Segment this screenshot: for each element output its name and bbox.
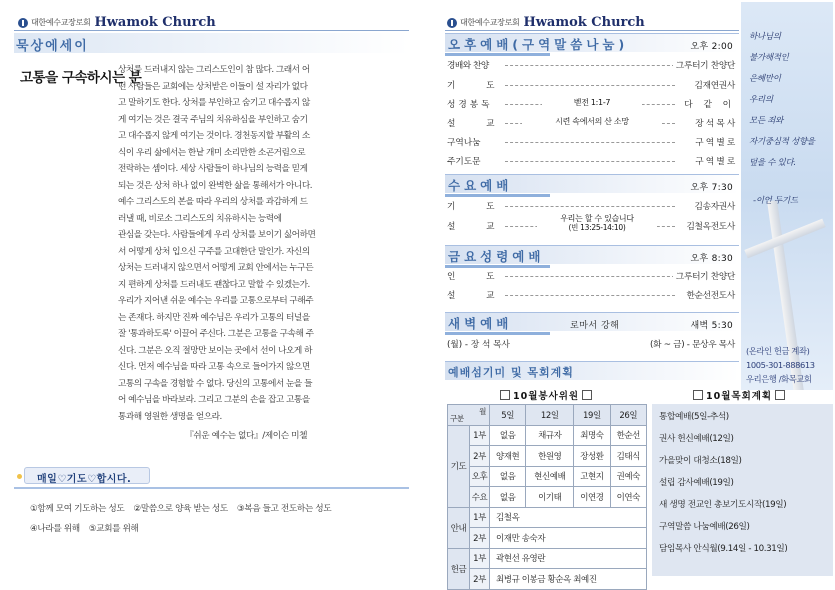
table-row [448,425,647,446]
service-row [447,79,737,93]
table-row [448,528,647,549]
meditation-heading: 고통을 구속하시는 분 [20,70,142,86]
row-label: 설 교 [447,222,509,232]
row-person: 다 같 이 [681,98,735,110]
group-label-offering: 헌금 [448,548,470,589]
right-page-header [447,12,645,31]
table-row [448,569,647,590]
table-header-row [448,405,647,426]
section-underline [445,332,550,335]
header-divider [14,30,409,31]
church-logo-icon [447,18,457,28]
schedule-item: 담임목사 안식월(9.14일 - 10.31일) [659,544,788,554]
service-label: 1부 [470,548,490,569]
meditation-line: 고 말하기도 한다. 상처를 부인하고 숨기고 대수롭지 않 [118,98,310,108]
schedule-item: 권사 헌신예배(12일) [659,434,734,444]
poem-line: 우리의 [749,95,773,105]
meditation-line: 우리가 지어낸 쉬운 예수는 우리를 고통으로부터 구해주 [118,296,314,306]
table-row [448,466,647,487]
schedule-item: 새 생명 전교인 총보기도시작(19일) [659,500,787,510]
poem-line: 하나님의 [749,32,781,42]
row-label: 설 교 [447,291,509,301]
volunteer-table [447,404,647,590]
friday-service-title: 금요성령예배 [448,249,545,264]
poem-line: 자기중심적 성향을 [749,137,815,147]
table-cell: 김철옥 [490,507,647,528]
cross-image-horizontal [744,219,825,259]
meditation-body [118,62,392,425]
service-label: 2부 [470,528,490,549]
meditation-line: 통과해 영원한 생명을 얻으라. [118,411,222,422]
friday-service-time: 오후 8:30 [690,254,733,264]
schedule-title: 10월목회계획 [690,388,788,402]
week-header: 5일 [490,405,526,426]
table-cell: 이연숙 [610,487,646,508]
leader-dots [505,295,675,296]
dawn-service-time: 새벽 5:30 [690,321,733,331]
meditation-line: 게 여기는 것은 결국 주님의 치유하심을 부인하고 숨기 [118,114,308,125]
leader-dots [505,276,675,277]
header-corner-month: 월 [479,407,486,416]
meditation-line: 신다. 그분은 오직 절망만 보이는 곳에서 선이 나오게 하 [118,345,312,356]
prayer-list-row [30,522,147,534]
prayer-item: ③복음 들고 전도하는 성도 [236,504,332,514]
leader-dots [505,65,675,66]
table-cell: 고현지 [574,466,610,487]
group-label-prayer: 기도 [448,425,470,507]
prayer-item: ⑤교회를 위해 [88,524,139,534]
meditation-title-bar [14,33,409,53]
table-row [448,548,647,569]
dawn-leader-monday: (월) - 장 석 목사 [447,340,510,350]
table-cell: 없음 [490,466,526,487]
row-person: 구 역 별 로 [692,136,735,148]
daily-prayer-badge: 매일♡기도♡합시다. [24,467,150,484]
wednesday-service-bar [445,174,739,193]
poem-line: 은혜만이 [749,74,781,84]
header-corner [448,405,490,426]
wednesday-service-time: 오후 7:30 [690,183,733,193]
bank-account-label: (온라인 헌금 계좌) [746,346,810,356]
table-cell: 이재만 송숙자 [490,528,647,549]
scripture-reference: (빈 13:25-14:10) [568,223,626,232]
bank-account-name: 우리은행 /화목교회 [746,374,812,384]
service-row [447,59,737,73]
service-row [447,136,737,150]
service-label: 1부 [470,507,490,528]
table-cell: 이기태 [526,487,574,508]
table-row [448,487,647,508]
meditation-line: 떤 사람들은 교회에는 상처받은 이들이 설 자리가 없다 [118,81,308,92]
dawn-service-book: 로마서 강해 [570,321,620,331]
row-person: 구 역 별 로 [692,155,735,167]
service-label: 2부 [470,569,490,590]
leader-dots [505,206,675,207]
row-person: 그루터기 찬양단 [673,59,735,71]
brand-english: Hwamok Church [523,15,645,30]
schedule-item: 설립 감사예배(19일) [659,478,734,488]
table-row [448,446,647,467]
service-row [447,117,737,131]
service-row [447,155,737,169]
header-corner-category: 구분 [450,413,464,423]
sermon-title: 우리는 할 수 있습니다 [560,214,634,223]
meditation-line: 고 대수롭지 않게 여기는 것이다. 경천동지할 부활의 소 [118,131,310,141]
header-divider [445,30,739,31]
row-person: 장 석 목 사 [692,117,735,129]
meditation-line: 신다. 먼저 예수님을 따라 고통 속으로 들어가지 않으면 [118,362,310,372]
table-row [448,507,647,528]
left-page-header [18,12,216,28]
meditation-line: 상처를 드러내지 않는 그리스도인이 참 많다. 그래서 어 [118,65,310,75]
meditation-line: 관심을 갖는다. 사람들에게 우리 상처를 보이기 싫어하면 [118,230,316,240]
table-cell: 한순선 [610,425,646,446]
meditation-line: 는 존재다. 하지만 진짜 예수님은 우리가 고통의 터널을 [118,312,310,323]
prayer-list-row [30,502,340,514]
table-cell: 현신예배 [526,466,574,487]
scripture-reference: 벧전 1:1-7 [542,98,642,107]
week-header: 12일 [526,405,574,426]
week-header: 26일 [610,405,646,426]
service-row [447,270,737,284]
meditation-line: 서 어떻게 상처 입으신 구주를 고대한단 말인가. 자신의 [118,246,310,257]
table-cell: 양재현 [490,446,526,467]
row-label: 경배와 찬양 [447,61,489,71]
sermon-title: 시련 속에서의 산 소망 [522,117,662,126]
afternoon-service-bar [445,33,739,52]
service-label: 1부 [470,425,490,446]
church-logo-icon [18,18,28,28]
dawn-leader-weekdays: (화 ~ 금) - 문상우 목사 [647,338,735,350]
brand-korean: 대한예수교장로회 [31,18,91,27]
meditation-line: 지 편하게 상처를 드러내도 괜찮다고 말할 수 있겠는가. [118,279,310,290]
service-row [447,200,737,214]
service-row [447,214,737,234]
row-label: 설 교 [447,119,509,129]
dawn-leaders-row [447,338,737,352]
leader-dots [505,85,675,86]
service-row [447,289,737,303]
meditation-line: 식이 우리 삶에서는 한낱 개미 소리만한 소곤거림으로 [118,147,306,158]
section-underline [445,53,550,56]
schedule-item: 통합예배(5일-추석) [659,412,729,422]
table-cell: 장성환 [574,446,610,467]
row-label: 주기도문 [447,157,481,167]
table-cell: 곽현선 유영란 [490,548,647,569]
row-label: 기 도 [447,202,509,212]
meditation-line: 되는 것은 상처 하나 없이 완벽한 삶을 통해서가 아니다. [118,180,312,191]
table-cell: 한원영 [526,446,574,467]
service-label: 오후 [470,466,490,487]
afternoon-service-title: 오후예배(구역말씀나눔) [448,37,629,52]
daily-prayer-divider [14,487,409,489]
service-label: 수요 [470,487,490,508]
table-cell: 없음 [490,487,526,508]
meditation-source: 『쉬운 예수는 없다』/제이슨 미첼 [185,431,308,441]
bank-account-number: 1005-301-888613 [746,360,815,370]
table-cell: 이연경 [574,487,610,508]
table-cell: 권예숙 [610,466,646,487]
table-cell: 채규자 [526,425,574,446]
meditation-line: 상처는 드러내지 않으면서 어떻게 교회 안에서는 누구든 [118,263,314,273]
meditation-line: 어 예수님을 바라보라. 그리고 그분의 손을 잡고 고통을 [118,395,310,405]
service-label: 2부 [470,446,490,467]
table-cell: 최명숙 [574,425,610,446]
prayer-item: ④나라를 위해 [30,524,80,534]
group-label-guide: 안내 [448,507,470,548]
meditation-line: 잘 '통과하도록' 이끌어 주신다. 그분은 고통을 구속해 주 [118,329,314,339]
meditation-line: 예수 그리스도의 본을 따라 우리의 상처를 과감하게 드 [118,197,308,207]
row-person: 김송자권사 [692,200,735,212]
wednesday-service-title: 수요예배 [448,178,513,193]
ministry-plan-bar [445,361,739,380]
row-label: 인 도 [447,272,509,282]
section-underline [445,194,550,197]
meditation-line: 고통의 구속을 경험할 수 없다. 당신의 고통에서 눈을 들 [118,378,312,389]
table-cell: 없음 [490,425,526,446]
row-person: 한순선전도사 [683,289,735,301]
prayer-item: ②말씀으로 양육 받는 성도 [133,504,228,514]
poem-line: 불가해적인 [749,53,789,63]
row-label: 기 도 [447,81,509,91]
brand-english: Hwamok Church [94,15,216,30]
sermon-block [537,214,657,232]
leader-dots [505,161,675,162]
row-person: 김철옥전도사 [683,220,735,232]
meditation-line: 전락하는 셈이다. 세상 사람들이 하나님의 능력을 믿게 [118,164,308,174]
dawn-service-title: 새벽예배 [448,316,513,331]
table-cell: 최병규 이봉금 황순옥 최예진 [490,569,647,590]
row-label: 성경봉독 [447,100,493,110]
row-person: 그루터기 찬양단 [673,270,735,282]
friday-service-bar [445,245,739,264]
meditation-section-title: 묵상에세이 [16,39,89,54]
devotional-side-panel [741,2,833,390]
poem-line: 덮을 수 있다. [749,158,796,168]
section-underline [445,265,550,268]
leader-dots [505,142,675,143]
afternoon-service-time: 오후 2:00 [690,42,733,52]
dawn-service-bar [445,312,739,331]
prayer-item: ①함께 모여 기도하는 성도 [30,504,125,514]
meditation-line: 러낼 때, 비로소 그리스도의 치유하시는 능력에 [118,213,282,224]
table-cell: 김태식 [610,446,646,467]
ministry-plan-title: 예배섬기미 및 목회계획 [448,366,574,379]
week-header: 19일 [574,405,610,426]
brand-korean: 대한예수교장로회 [460,18,520,27]
poem-line: 모든 죄와 [749,116,784,126]
schedule-item: 구역말씀 나눔예배(26일) [659,522,750,532]
schedule-item: 가을맞이 대청소(18일) [659,456,742,466]
volunteer-title: 10월봉사위원 [497,388,595,402]
row-person: 김재연권사 [692,79,735,91]
poem-author: -이언 두기드 [753,196,798,206]
row-label: 구역나눔 [447,138,481,148]
service-row [447,98,737,112]
